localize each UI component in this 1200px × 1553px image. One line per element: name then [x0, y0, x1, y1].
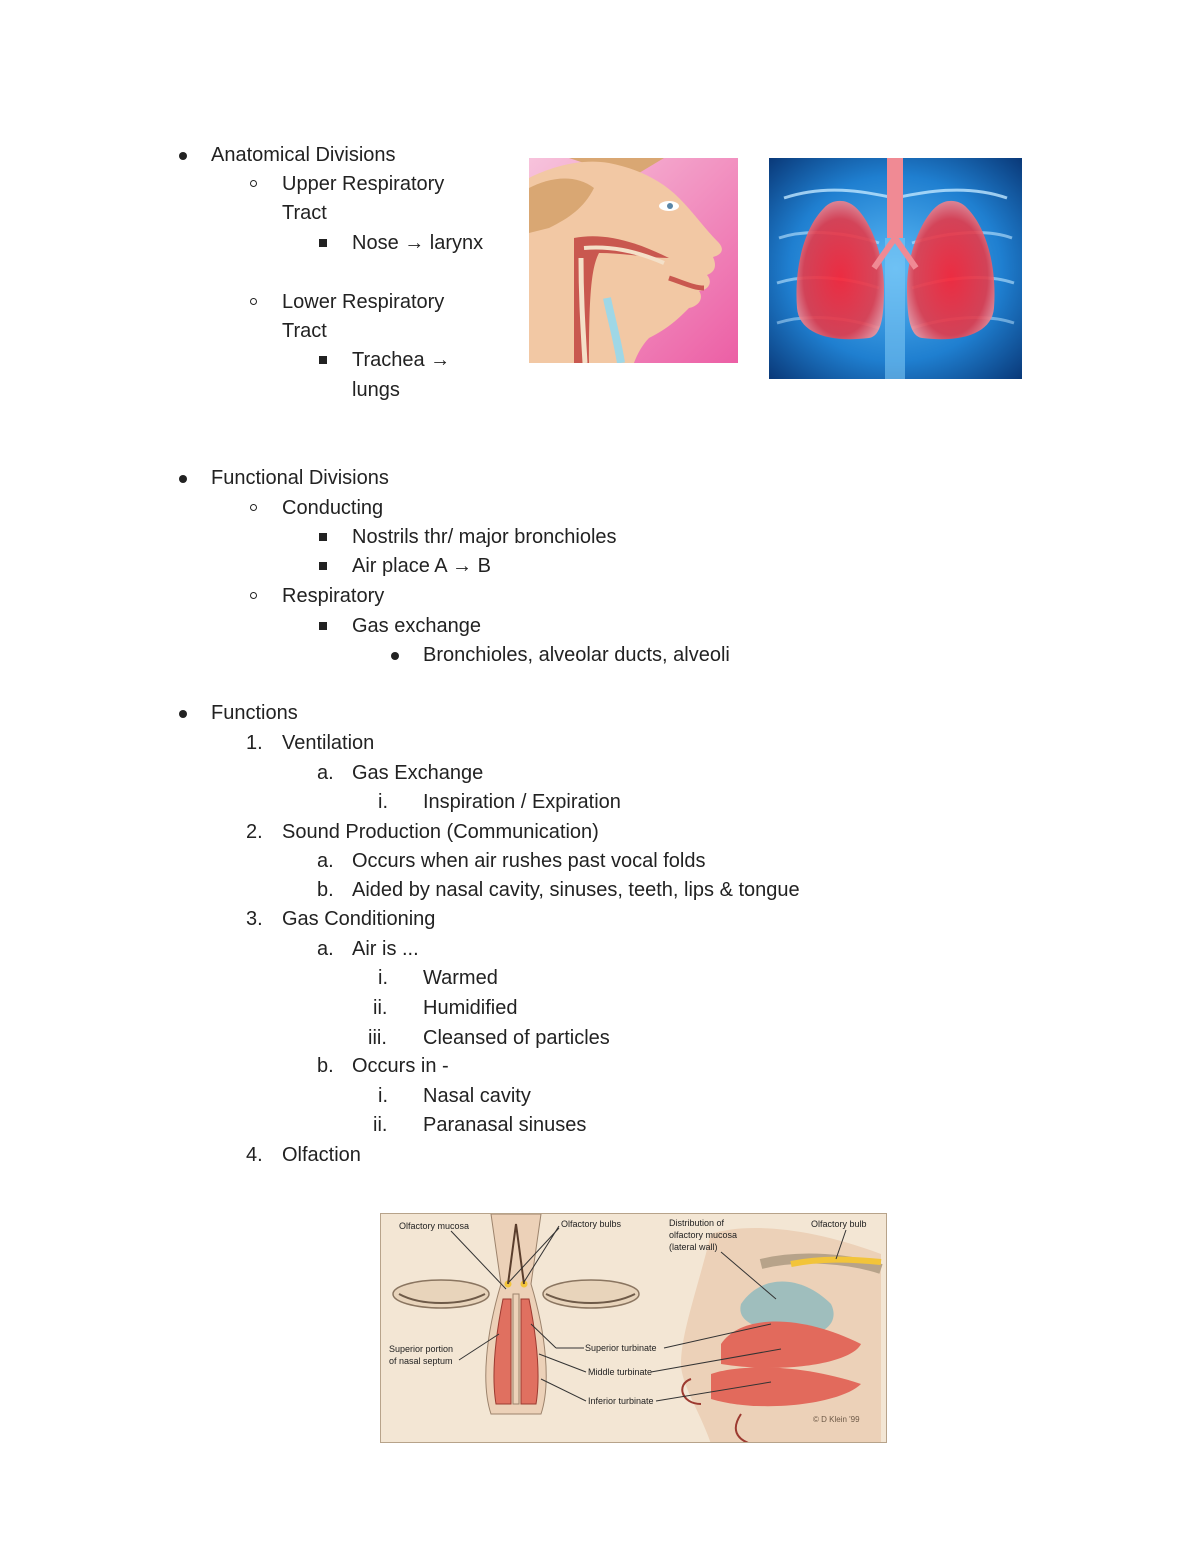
list-item: Inspiration / Expiration [423, 791, 621, 813]
list-number: 2. [246, 821, 263, 843]
figure-credit: © D Klein '99 [813, 1415, 860, 1424]
list-letter: b. [317, 879, 334, 901]
label-distribution-l2: olfactory mucosa [669, 1230, 738, 1240]
list-number: 4. [246, 1144, 263, 1166]
lower-tract-item-cont: lungs [352, 379, 400, 401]
label-septum-l1: Superior portion [389, 1344, 454, 1354]
label-distribution-l3: (lateral wall) [669, 1242, 718, 1252]
list-item: Humidified [423, 997, 518, 1019]
list-letter: a. [317, 938, 334, 960]
label-olfactory-bulbs: Olfactory bulbs [561, 1219, 622, 1229]
list-item: Paranasal sinuses [423, 1114, 587, 1136]
lower-tract-label: Lower Respiratory [282, 291, 445, 313]
square-bullet-icon [319, 562, 327, 570]
list-item: Occurs in - [352, 1055, 449, 1077]
list-roman: i. [378, 791, 388, 813]
list-roman: i. [378, 967, 388, 989]
label-olfactory-mucosa: Olfactory mucosa [399, 1221, 470, 1231]
olfactory-anatomy-figure [380, 1213, 887, 1443]
list-item: Cleansed of particles [423, 1027, 610, 1049]
function-olfaction: Olfaction [282, 1144, 361, 1166]
list-item: Warmed [423, 967, 498, 989]
list-letter: b. [317, 1055, 334, 1077]
conducting-item: Air place A → B [352, 555, 491, 577]
list-roman: i. [378, 1085, 388, 1107]
respiratory-subitem: Bronchioles, alveolar ducts, alveoli [423, 644, 730, 666]
square-bullet-icon [319, 239, 327, 247]
bullet-icon [179, 152, 187, 160]
list-roman: ii. [373, 997, 388, 1019]
bullet-icon [391, 652, 399, 660]
list-letter: a. [317, 850, 334, 872]
head-cross-section-image [529, 158, 738, 363]
square-bullet-icon [319, 622, 327, 630]
label-inferior-turbinate: Inferior turbinate [588, 1396, 654, 1406]
label-septum-l2: of nasal septum [389, 1356, 453, 1366]
label-superior-turbinate: Superior turbinate [585, 1343, 657, 1353]
list-item: Aided by nasal cavity, sinuses, teeth, lips & tongue [352, 879, 800, 901]
lungs-xray-image [769, 158, 1022, 379]
list-number: 3. [246, 908, 263, 930]
upper-tract-item: Nose → larynx [352, 232, 484, 254]
circle-bullet-icon [250, 592, 257, 599]
section-heading-functions: Functions [211, 702, 298, 724]
function-ventilation: Ventilation [282, 732, 375, 754]
label-middle-turbinate: Middle turbinate [588, 1367, 653, 1377]
list-letter: a. [317, 762, 334, 784]
list-roman: ii. [373, 1114, 388, 1136]
function-gas-conditioning: Gas Conditioning [282, 908, 436, 930]
circle-bullet-icon [250, 298, 257, 305]
section-heading-functional: Functional Divisions [211, 467, 389, 489]
respiratory-label: Respiratory [282, 585, 385, 607]
square-bullet-icon [319, 533, 327, 541]
list-item: Gas Exchange [352, 762, 484, 784]
list-item: Air is ... [352, 938, 419, 960]
function-sound-production: Sound Production (Communication) [282, 821, 599, 843]
upper-tract-label: Upper Respiratory [282, 173, 445, 195]
bullet-icon [179, 710, 187, 718]
lower-tract-label-cont: Tract [282, 320, 327, 342]
bullet-icon [179, 475, 187, 483]
label-distribution-l1: Distribution of [669, 1218, 725, 1228]
circle-bullet-icon [250, 504, 257, 511]
lower-tract-item: Trachea → [352, 349, 451, 371]
upper-tract-label-cont: Tract [282, 202, 327, 224]
square-bullet-icon [319, 356, 327, 364]
list-item: Nasal cavity [423, 1085, 531, 1107]
circle-bullet-icon [250, 180, 257, 187]
section-heading-anatomical: Anatomical Divisions [211, 144, 396, 166]
conducting-item: Nostrils thr/ major bronchioles [352, 526, 617, 548]
list-roman: iii. [368, 1027, 387, 1049]
label-olfactory-bulb: Olfactory bulb [811, 1219, 867, 1229]
list-item: Occurs when air rushes past vocal folds [352, 850, 706, 872]
list-number: 1. [246, 732, 263, 754]
respiratory-item: Gas exchange [352, 615, 481, 637]
conducting-label: Conducting [282, 497, 384, 519]
